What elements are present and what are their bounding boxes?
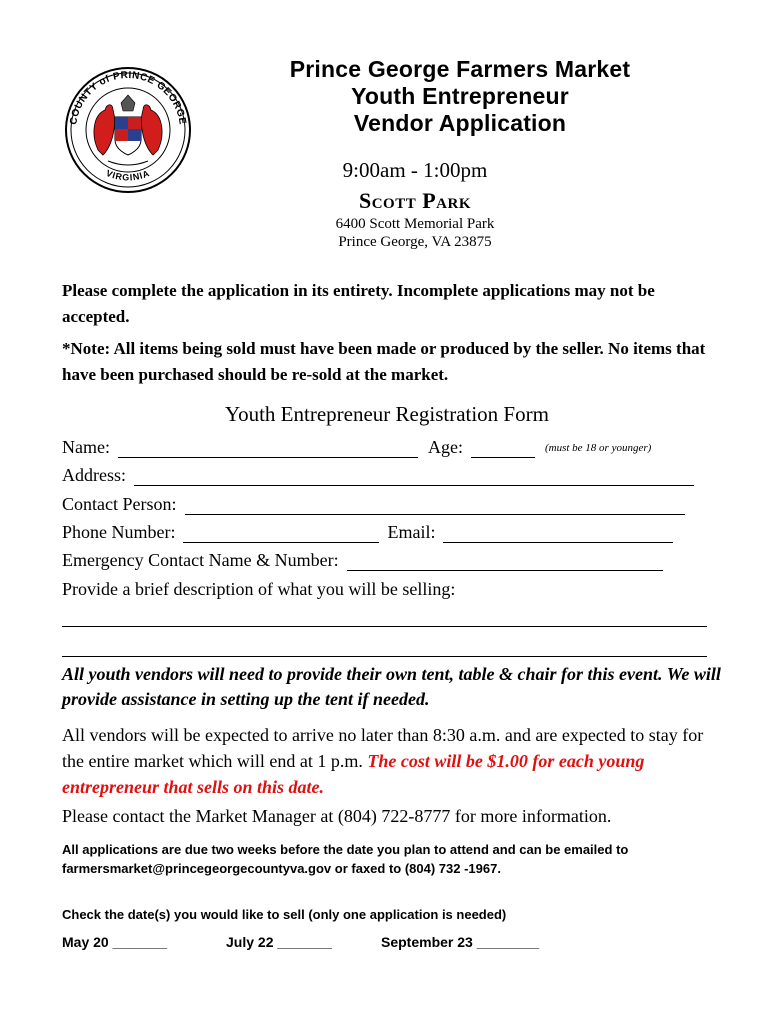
description-line-1[interactable]: [62, 626, 707, 627]
age-field[interactable]: [471, 439, 535, 458]
description-line-2[interactable]: [62, 656, 707, 657]
phone-field[interactable]: [183, 524, 379, 543]
seal-bottom-text: VIRGINIA: [104, 168, 152, 183]
park-address-line-2: Prince George, VA 23875: [338, 234, 492, 250]
date-selection-instruction: Check the date(s) you would like to sell (only one application is needed): [62, 907, 507, 922]
form-title: Youth Entrepreneur Registration Form: [225, 402, 549, 426]
contact-info: Please contact the Market Manager at (804) 722-8777 for more information.: [62, 806, 612, 826]
seal-top-text: COUNTY of PRINCE GEORGE: [68, 69, 188, 126]
county-seal-logo: [63, 55, 193, 201]
title-line-2: Youth Entrepreneur: [351, 83, 569, 109]
address-label: Address:: [62, 465, 126, 485]
date-option-july[interactable]: July 22 _______: [226, 934, 332, 950]
cost-text: The cost will be $1.00 for each young entrepreneur that sells on this date.: [62, 751, 645, 797]
name-label: Name:: [62, 437, 110, 457]
arrival-text: All vendors will be expected to arrive no later than 8:30 a.m. and are expected to stay for the entire market which will end at 1 p.m.: [62, 725, 704, 771]
description-row: [62, 576, 712, 600]
contact-person-label: Contact Person:: [62, 494, 177, 514]
description-label: Provide a brief description of what you will be selling:: [62, 579, 456, 599]
contact-person-row: [62, 491, 712, 515]
complete-instruction: Please complete the application in its entirety. Incomplete applications may not be accepted.: [62, 281, 655, 326]
note-instruction: *Note: All items being sold must have been made or produced by the seller. No items that have been purchased should be re-sold at the market.: [62, 339, 706, 384]
email-label: Email:: [387, 522, 436, 542]
phone-label: Phone Number:: [62, 522, 176, 542]
address-field[interactable]: [134, 467, 694, 486]
age-label: Age:: [427, 437, 463, 457]
phone-email-row: [62, 519, 712, 543]
date-option-september[interactable]: September 23 ________: [381, 934, 539, 950]
title-line-3: Vendor Application: [353, 110, 567, 136]
address-row: [62, 462, 712, 486]
park-name: Scott Park: [358, 188, 472, 213]
contact-person-field[interactable]: [185, 496, 685, 515]
title-line-1: Prince George Farmers Market: [289, 56, 631, 82]
name-field[interactable]: [118, 439, 418, 458]
age-hint: (must be 18 or younger): [544, 442, 652, 454]
emergency-contact-field[interactable]: [347, 552, 663, 571]
emergency-contact-label: Emergency Contact Name & Number:: [62, 550, 339, 570]
date-option-may[interactable]: May 20 _______: [62, 934, 168, 950]
email-field[interactable]: [443, 524, 673, 543]
name-age-row: [62, 434, 712, 458]
park-address-line-1: 6400 Scott Memorial Park: [335, 216, 495, 232]
emergency-contact-row: [62, 547, 712, 571]
market-hours: 9:00am - 1:00pm: [342, 158, 488, 182]
equipment-notice: All youth vendors will need to provide their own tent, table & chair for this event. We will provide assistance in setting up the tent if needed.: [62, 664, 721, 709]
due-notice: All applications are due two weeks before the date you plan to attend and can be emailed to farmersmarket@princegeorgecountyva.gov or faxed to (804) 732 -1967.: [62, 842, 629, 876]
arrival-paragraph: [62, 722, 722, 800]
